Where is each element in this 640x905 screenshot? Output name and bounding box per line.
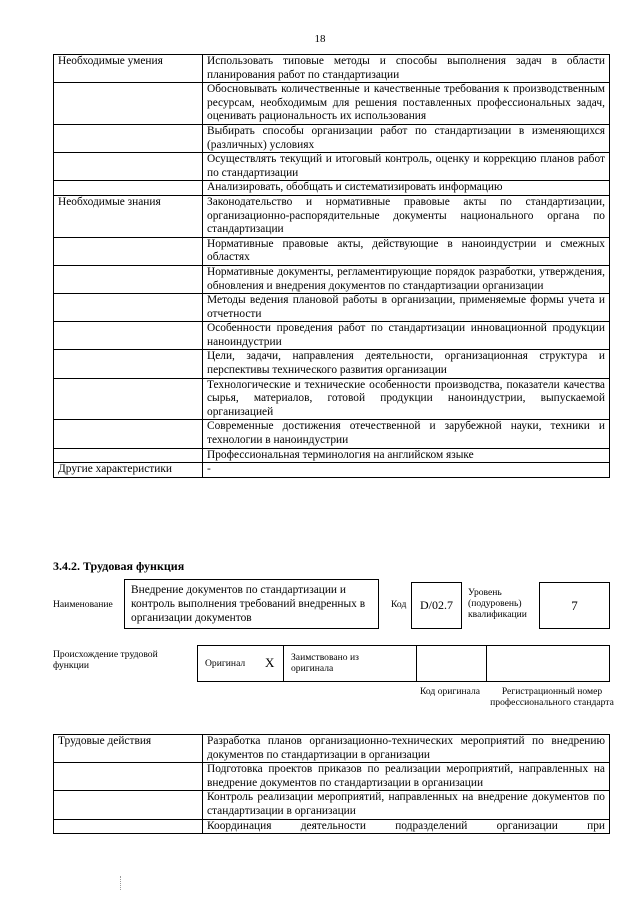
- code-caption: Код оригинала: [419, 686, 481, 697]
- code-box: [411, 582, 462, 629]
- origin-box: [197, 645, 610, 682]
- table-row: [54, 124, 610, 152]
- table-cell: Анализировать, обобщать и систематизировать информацию: [203, 181, 610, 196]
- scan-mark: [120, 876, 122, 890]
- table-cell: Осуществлять текущий и итоговый контроль, оценку и коррекцию планов работ по стандартизации: [203, 153, 610, 181]
- table-cell: Современные достижения отечественной и зарубежной науки, техники и технологии в наноиндустрии: [203, 420, 610, 448]
- table-row: [54, 420, 610, 448]
- function-name-box: [124, 579, 379, 629]
- table-cell: Особенности проведения работ по стандартизации инновационной продукции наноиндустрии: [203, 322, 610, 350]
- row-label: Необходимые умения: [54, 55, 203, 83]
- actions-table: [53, 734, 610, 834]
- level-label: Уровень (подуровень) квалификации: [468, 587, 527, 620]
- row-label: Трудовые действия: [54, 735, 203, 763]
- table-row: [54, 448, 610, 463]
- table-cell: Использовать типовые методы и способы выполнения задач в области планирования работ по стандартизации: [203, 55, 610, 83]
- table-row: [54, 265, 610, 293]
- table-row: [54, 463, 610, 478]
- level-box: [539, 582, 610, 629]
- level-value: 7: [571, 597, 578, 613]
- table-cell: Цели, задачи, направления деятельности, организационная структура и перспективы технического развития организации: [203, 350, 610, 378]
- table-row: [54, 322, 610, 350]
- origin-label: Происхождение трудовой функции: [53, 649, 158, 671]
- skills-table: [53, 54, 610, 478]
- table-cell: Разработка планов организационно-технических мероприятий по внедрению документов по стандартизации в организации: [203, 735, 610, 763]
- table-cell: Нормативные правовые акты, действующие в наноиндустрии и смежных областях: [203, 237, 610, 265]
- table-row: [54, 735, 610, 763]
- name-label: Наименование: [53, 599, 113, 610]
- table-row: [54, 350, 610, 378]
- table-cell: Координация деятельности подразделений организации при: [203, 819, 610, 834]
- table-row: [54, 378, 610, 420]
- section-title: 3.4.2. Трудовая функция: [53, 559, 185, 573]
- original-label: Оригинал: [205, 658, 246, 669]
- row-label: Другие характеристики: [54, 463, 203, 478]
- table-row: [54, 153, 610, 181]
- table-cell: -: [203, 463, 610, 478]
- page-number: 18: [314, 33, 326, 45]
- row-label: Необходимые знания: [54, 195, 203, 237]
- table-row: [54, 181, 610, 196]
- table-cell: Выбирать способы организации работ по стандартизации в изменяющихся (различных) условиях: [203, 124, 610, 152]
- reg-caption: Регистрационный номер профессионального стандарта: [490, 686, 614, 708]
- function-name-value: Внедрение документов по стандартизации и контроль выполнения требований внедренных в организации документов: [131, 584, 366, 624]
- table-cell: Профессиональная терминология на английском языке: [203, 448, 610, 463]
- table-row: [54, 83, 610, 125]
- table-row: [54, 195, 610, 237]
- table-cell: Контроль реализации мероприятий, направленных на внедрение документов по стандартизации в организации: [203, 791, 610, 819]
- table-row: [54, 237, 610, 265]
- table-row: [54, 819, 610, 834]
- table-row: [54, 55, 610, 83]
- table-cell: Нормативные документы, регламентирующие порядок разработки, утверждения, обновления и внедрения документов по стандартизации организации: [203, 265, 610, 293]
- table-cell: Методы ведения плановой работы в организации, применяемые формы учета и отчетности: [203, 294, 610, 322]
- borrowed-label: Заимствовано из оригинала: [291, 652, 359, 674]
- table-row: [54, 294, 610, 322]
- table-cell: Технологические и технические особенности производства, показатели качества сырья, материалов, готовой продукции наноиндустрии, выпускаемой организацией: [203, 378, 610, 420]
- code-value: D/02.7: [420, 598, 453, 612]
- table-row: [54, 791, 610, 819]
- table-row: [54, 763, 610, 791]
- original-mark: X: [265, 655, 275, 670]
- table-cell: Обосновывать количественные и качественные требования к производственным ресурсам, необходимым для решения поставленных профессиональных задач, оценивать рациональность их использования: [203, 83, 610, 125]
- table-cell: Законодательство и нормативные правовые акты по стандартизации, организационно-распорядительные документы национального органа по стандартизации: [203, 195, 610, 237]
- table-cell: Подготовка проектов приказов по реализации мероприятий, направленных на внедрение документов по стандартизации в организации: [203, 763, 610, 791]
- code-label: Код: [391, 599, 407, 610]
